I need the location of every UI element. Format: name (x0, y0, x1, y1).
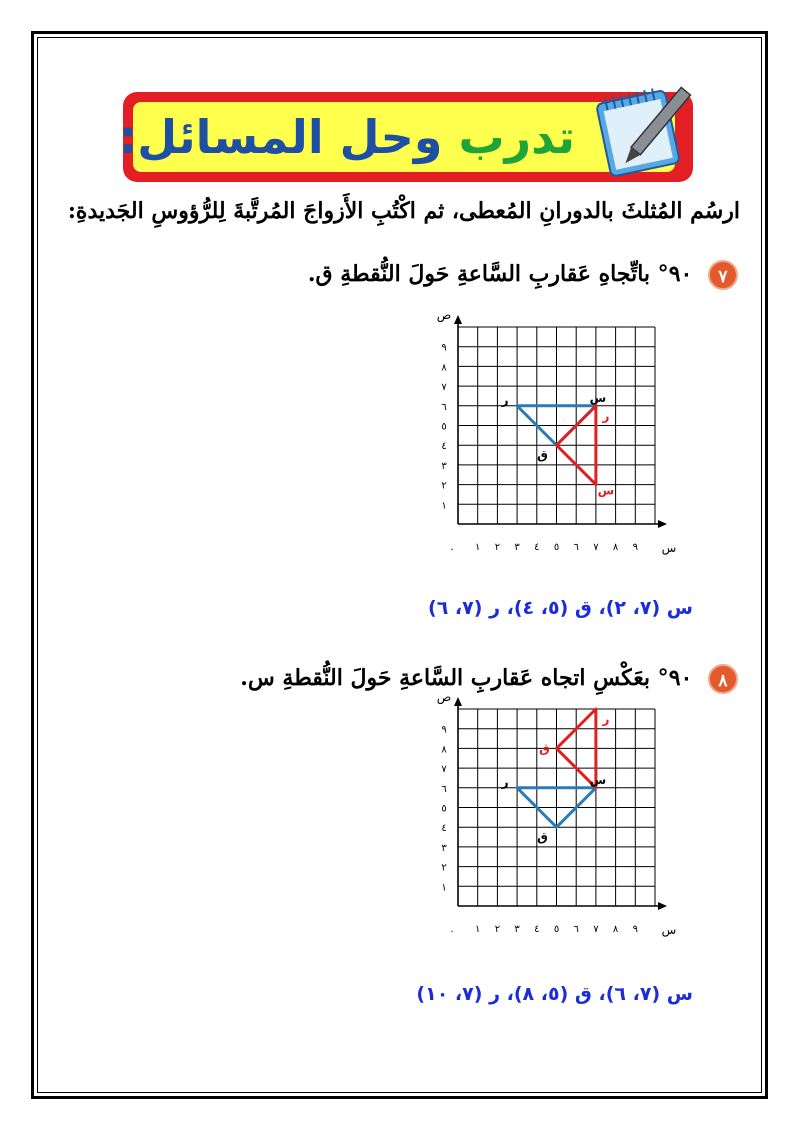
y-tick-label: ٥ (441, 421, 447, 433)
x-tick-label: ٣ (514, 924, 520, 935)
y-axis-label: ص (436, 308, 452, 322)
x-tick-label: ٢ (494, 924, 501, 935)
y-tick-label: ٦ (441, 401, 447, 413)
vertex-label-r: ر (501, 774, 509, 789)
vertex-label-q: ق (537, 448, 548, 463)
y-tick-label: ١ (441, 882, 447, 894)
x-axis-label: س (661, 923, 677, 937)
title-word-1: تدرب (458, 110, 575, 164)
x-tick-label: ٥ (553, 542, 560, 553)
x-tick-label: ٨ (612, 924, 619, 935)
origin-label: ٠ (449, 544, 455, 555)
vertex-label-r: ر (501, 392, 509, 407)
question-text: ٩٠° باتِّجاهِ عَقاربِ السَّاعةِ حَولَ النُّقطةِ ق. (307, 261, 693, 287)
y-tick-label: ٧ (441, 382, 447, 394)
x-axis-arrow (658, 902, 667, 910)
instruction-text: ارسُم المُثلثَ بالدورانِ المُعطى، ثم اكْتُبِ الأَزواجَ المُرتَّبةَ لِلرُّؤوسِ الجَديدةِ: (67, 198, 740, 224)
x-tick-label: ٩ (632, 924, 638, 935)
y-tick-label: ٩ (441, 724, 447, 736)
x-tick-label: ٤ (534, 924, 540, 935)
answer-q8: س (٧، ٦)، ق (٥، ٨)، ر (٧، ١٠) (416, 983, 693, 1005)
y-tick-label: ١ (441, 500, 447, 512)
x-tick-label: ٧ (593, 924, 599, 935)
coordinate-grid-q7 (428, 308, 677, 559)
question-8 (240, 664, 738, 694)
vertex-label-r-new: ر (602, 712, 610, 726)
x-axis-label: س (661, 541, 677, 555)
notepad-pencil-icon (585, 78, 695, 178)
x-tick-label: ٥ (553, 924, 560, 935)
question-7 (308, 260, 738, 290)
origin-label: ٠ (449, 926, 455, 937)
y-tick-label: ٣ (441, 460, 447, 472)
x-tick-label: ١ (475, 542, 481, 553)
y-tick-label: ٢ (441, 862, 447, 874)
y-tick-label: ٩ (441, 342, 447, 354)
y-tick-label: ٥ (441, 803, 447, 815)
title-word-2: وحل المسائل: (118, 110, 443, 164)
vertex-label-r-new: ر (602, 408, 610, 423)
y-tick-label: ٨ (441, 362, 447, 374)
x-axis-arrow (658, 520, 667, 528)
question-number-badge: ٨ (708, 664, 738, 694)
x-tick-label: ٢ (494, 542, 501, 553)
vertex-label-s: س (589, 390, 607, 405)
x-tick-label: ١ (475, 924, 481, 935)
y-tick-label: ٤ (441, 823, 447, 835)
coordinate-grid-q8 (428, 690, 677, 941)
y-tick-label: ٣ (441, 842, 447, 854)
y-tick-label: ٢ (441, 480, 447, 492)
y-tick-label: ٤ (441, 441, 447, 453)
y-axis-label: ص (436, 690, 452, 704)
vertex-label-s-new: س (597, 483, 615, 498)
answer-q7: س (٧، ٢)، ق (٥، ٤)، ر (٧، ٦) (428, 597, 693, 619)
y-tick-label: ٧ (441, 764, 447, 776)
x-tick-label: ٣ (514, 542, 520, 553)
y-tick-label: ٨ (441, 744, 447, 756)
question-number-badge: ٧ (708, 260, 738, 290)
vertex-label-q-new: ق (539, 741, 550, 756)
x-tick-label: ٦ (573, 542, 579, 553)
x-tick-label: ٦ (573, 924, 579, 935)
y-tick-label: ٦ (441, 783, 447, 795)
x-tick-label: ٧ (593, 542, 599, 553)
page-title (119, 102, 575, 172)
vertex-label-s: س (589, 772, 607, 787)
vertex-label-q: ق (537, 830, 548, 845)
question-text: ٩٠° بعَكْسِ اتجاه عَقاربِ السَّاعةِ حَولَ النُّقطةِ س. (240, 665, 693, 691)
x-tick-label: ٩ (632, 542, 638, 553)
x-tick-label: ٨ (612, 542, 619, 553)
x-tick-label: ٤ (534, 542, 540, 553)
